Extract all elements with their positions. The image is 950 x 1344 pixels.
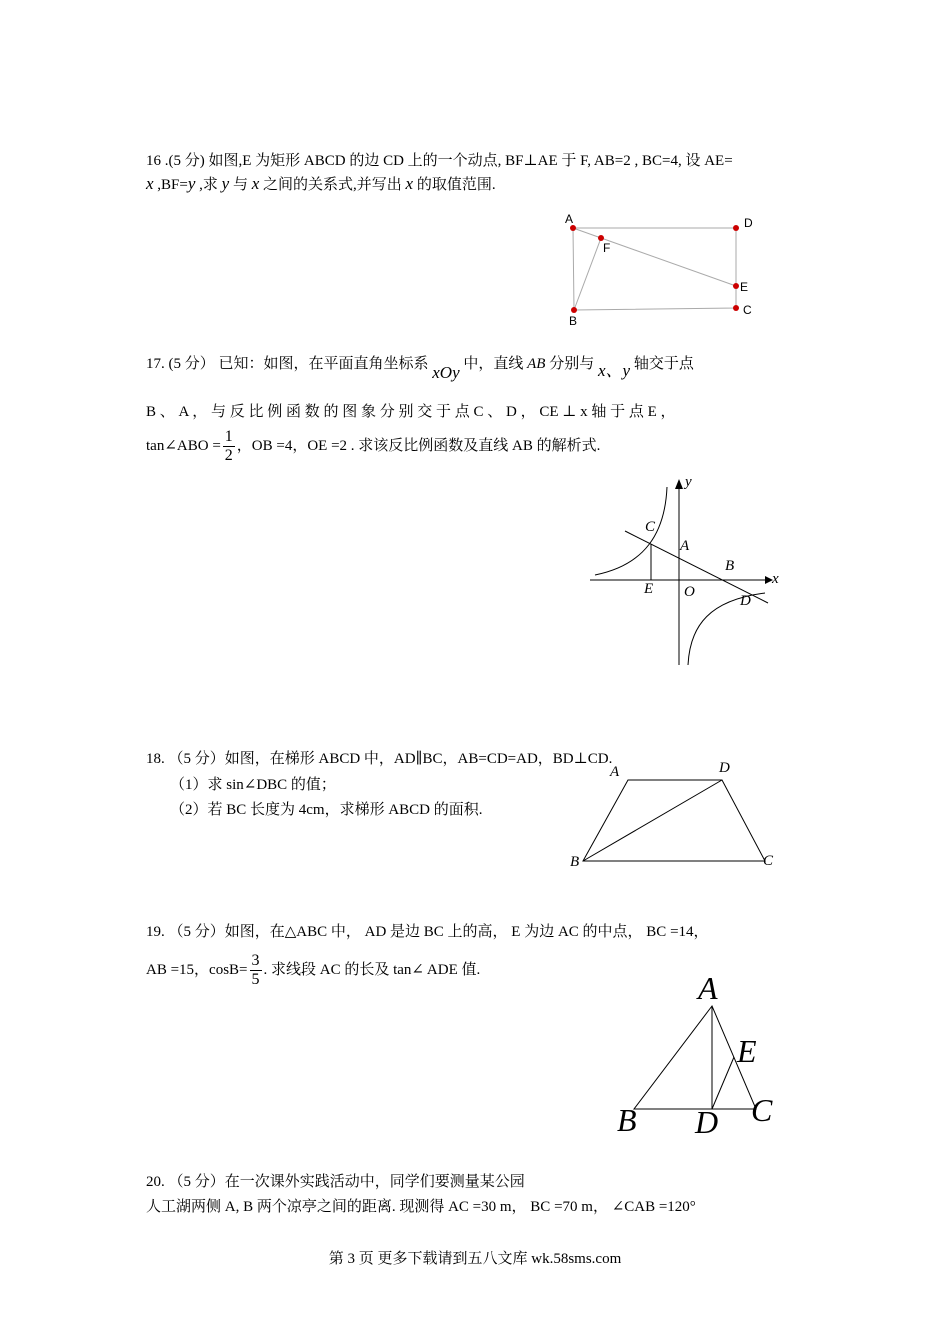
label-c: C (751, 1092, 773, 1128)
segment-bf (574, 238, 601, 310)
segment-de (712, 1057, 734, 1109)
label-y: y (685, 474, 692, 490)
point-c (733, 305, 739, 311)
rectangle-abcd (573, 228, 736, 310)
trapezoid-abcd (583, 780, 765, 861)
label-c: C (743, 303, 752, 317)
label-e: E (737, 1033, 757, 1069)
q19-line2: AB =15，cosB= $\frac{3}{5}$ . 求线段 AC 的长及 tan∠ ADE 值. (146, 952, 481, 988)
fraction-three-fifths: $\frac{3}{5}$ (251, 952, 260, 988)
q20-line1: 20. （5 分）在一次课外实践活动中，同学们要测量某公园 (146, 1174, 525, 1190)
q19-line1: 19. （5 分）如图，在△ABC 中， AD 是边 BC 上的高， E 为边 AC 的中点， BC =14， (146, 924, 709, 940)
label-a: A (565, 212, 574, 226)
q17-line1: 17. (5 分） 已知：如图，在平面直角坐标系 xOy 中，直线 AB 分别与 x、y 轴交于点 (146, 356, 694, 382)
label-d: D (744, 216, 753, 230)
q20-line2: 人工湖两侧 A, B 两个凉亭之间的距离. 现测得 AC =30 m， BC =70 m， ∠CAB =120° (146, 1199, 696, 1215)
q18-figure (580, 775, 780, 875)
label-d: D (695, 1104, 719, 1140)
q18-line3: （2）若 BC 长度为 4cm，求梯形 ABCD 的面积. (170, 802, 483, 818)
label-b: B (725, 558, 735, 574)
label-b: B (617, 1102, 637, 1138)
label-a: A (610, 764, 620, 780)
q16-line2: x ,BF=y ,求 y 与 x 之间的关系式,并写出 x 的取值范围. (146, 174, 496, 193)
label-d: D (719, 760, 730, 776)
y-axis-arrow (675, 479, 683, 489)
label-a: A (698, 970, 718, 1006)
hyperbola-left-branch (595, 487, 667, 575)
q16-line1: 16 .(5 分) 如图,E 为矩形 ABCD 的边 CD 上的一个动点, BF⊥AE 于 F, AB=2 , BC=4, 设 AE= (146, 153, 733, 169)
q17-figure (585, 475, 785, 675)
label-f: F (603, 241, 611, 255)
label-a: A (680, 538, 690, 554)
q17-line2: B 、 A ， 与 反 比 例 函 数 的 图 象 分 别 交 于 点 C 、 D ， CE ⊥ x 轴 于 点 E ， (146, 404, 676, 420)
label-b: B (570, 854, 580, 870)
label-b: B (569, 314, 578, 328)
page-footer: 第 3 页 更多下载请到五八文库 wk.58sms.com (328, 1251, 622, 1267)
label-c: C (763, 853, 774, 869)
fraction-one-half: $\frac{1}{2}$ (224, 428, 233, 464)
label-o: O (684, 584, 695, 600)
segment-ae (573, 228, 736, 286)
label-x: x (772, 571, 779, 587)
point-e (733, 283, 739, 289)
q18-line2: （1）求 sin∠DBC 的值； (170, 777, 336, 793)
label-e: E (740, 280, 749, 294)
q18-line1: 18. （5 分）如图，在梯形 ABCD 中，AD∥BC，AB=CD=AD，BD⊥CD. (146, 751, 613, 767)
label-c: C (645, 519, 656, 535)
diagonal-bd (583, 780, 722, 861)
label-d: D (740, 593, 751, 609)
point-d (733, 225, 739, 231)
label-e: E (644, 581, 654, 597)
q17-line3: tan∠ABO = $\frac{1}{2}$ ，OB =4，OE =2 . 求该反比例函数及直线 AB 的解析式. (146, 428, 601, 464)
q16-figure (560, 210, 760, 330)
point-b (571, 307, 577, 313)
hyperbola-right-branch (688, 593, 765, 665)
